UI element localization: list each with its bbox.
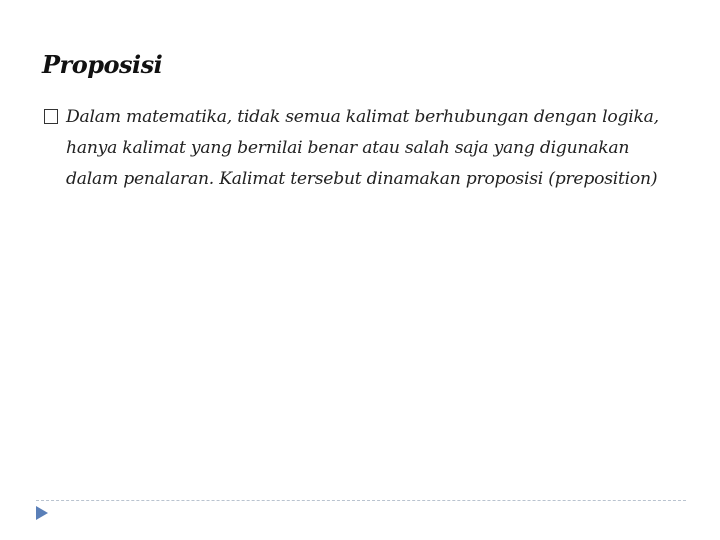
slide-title: Proposisi — [42, 50, 163, 79]
bottom-divider — [36, 500, 686, 501]
square-bullet-icon — [44, 109, 58, 124]
triangle-right-icon[interactable] — [36, 506, 48, 520]
bullet-text: Dalam matematika, tidak semua kalimat berhubungan dengan logika, hanya kalimat yang bernilai benar atau salah saja yang digunakan dalam penalaran. Kalimat tersebut dinamakan proposisi (preposition) — [66, 107, 659, 189]
